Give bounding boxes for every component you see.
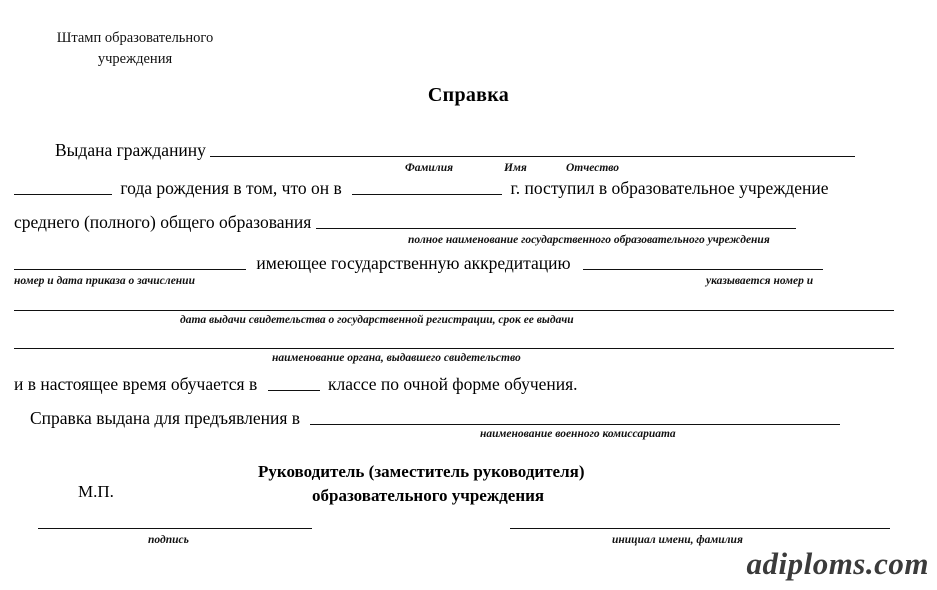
certificate-date-blank[interactable] [14,310,894,311]
line-admission-text: г. поступил в образовательное учреждение [510,178,829,198]
fio-blank[interactable] [210,156,855,157]
military-office-blank[interactable] [310,424,840,425]
caption-patronymic: Отчество [566,162,620,174]
order-number-blank[interactable] [14,269,246,270]
caption-firstname: Имя [504,162,527,174]
caption-indicate-number: указывается номер и [706,275,814,287]
initials-blank[interactable] [510,528,890,529]
signature-blank[interactable] [38,528,312,529]
org-full-name-blank[interactable] [316,228,796,229]
line-current-class-suffix: классе по очной форме обучения. [327,374,578,394]
line-birth-year-text: года рождения в том, что он в [120,178,342,198]
stamp-place-label: М.П. [78,482,114,501]
birth-year-blank[interactable] [14,194,112,195]
line-education-level [14,212,796,233]
accreditation-number-blank[interactable] [583,269,823,270]
signatory-title-line-1: Руководитель (заместитель руководителя) [258,462,585,481]
line-birth-year [14,178,828,199]
line-submitted-to-label: Справка выдана для предъявления в [30,408,301,428]
class-number-blank[interactable] [268,390,320,391]
admission-year-blank[interactable] [352,194,502,195]
line-education-level-label: среднего (полного) общего образования [14,212,312,232]
line-issued-to-label: Выдана гражданину [55,140,206,160]
line-issued-to [55,140,855,161]
caption-military-office: наименование военного комиссариата [480,428,676,440]
line-current-class-label: и в настоящее время обучается в [14,374,258,394]
stamp-placeholder: Штамп образовательного учреждения [56,30,214,67]
watermark: adiploms.com [746,546,929,581]
caption-signature: подпись [148,534,189,546]
line-accreditation [14,253,823,274]
caption-org-full-name: полное наименование государственного образовательного учреждения [408,234,770,246]
caption-order-number: номер и дата приказа о зачислении [14,275,195,287]
line-accreditation-label: имеющее государственную аккредитацию [256,253,571,273]
signatory-title-line-2: образовательного учреждения [312,486,545,505]
caption-issuing-body: наименование органа, выдавшего свидетельство [272,352,521,364]
issuing-body-blank[interactable] [14,348,894,349]
line-current-class [14,374,578,395]
caption-surname: Фамилия [405,162,454,174]
page-title: Справка [427,84,510,106]
line-submitted-to [30,408,840,429]
caption-certificate-date: дата выдачи свидетельства о государственной регистрации, срок ее выдачи [180,314,574,326]
caption-initials: инициал имени, фамилия [612,534,743,546]
